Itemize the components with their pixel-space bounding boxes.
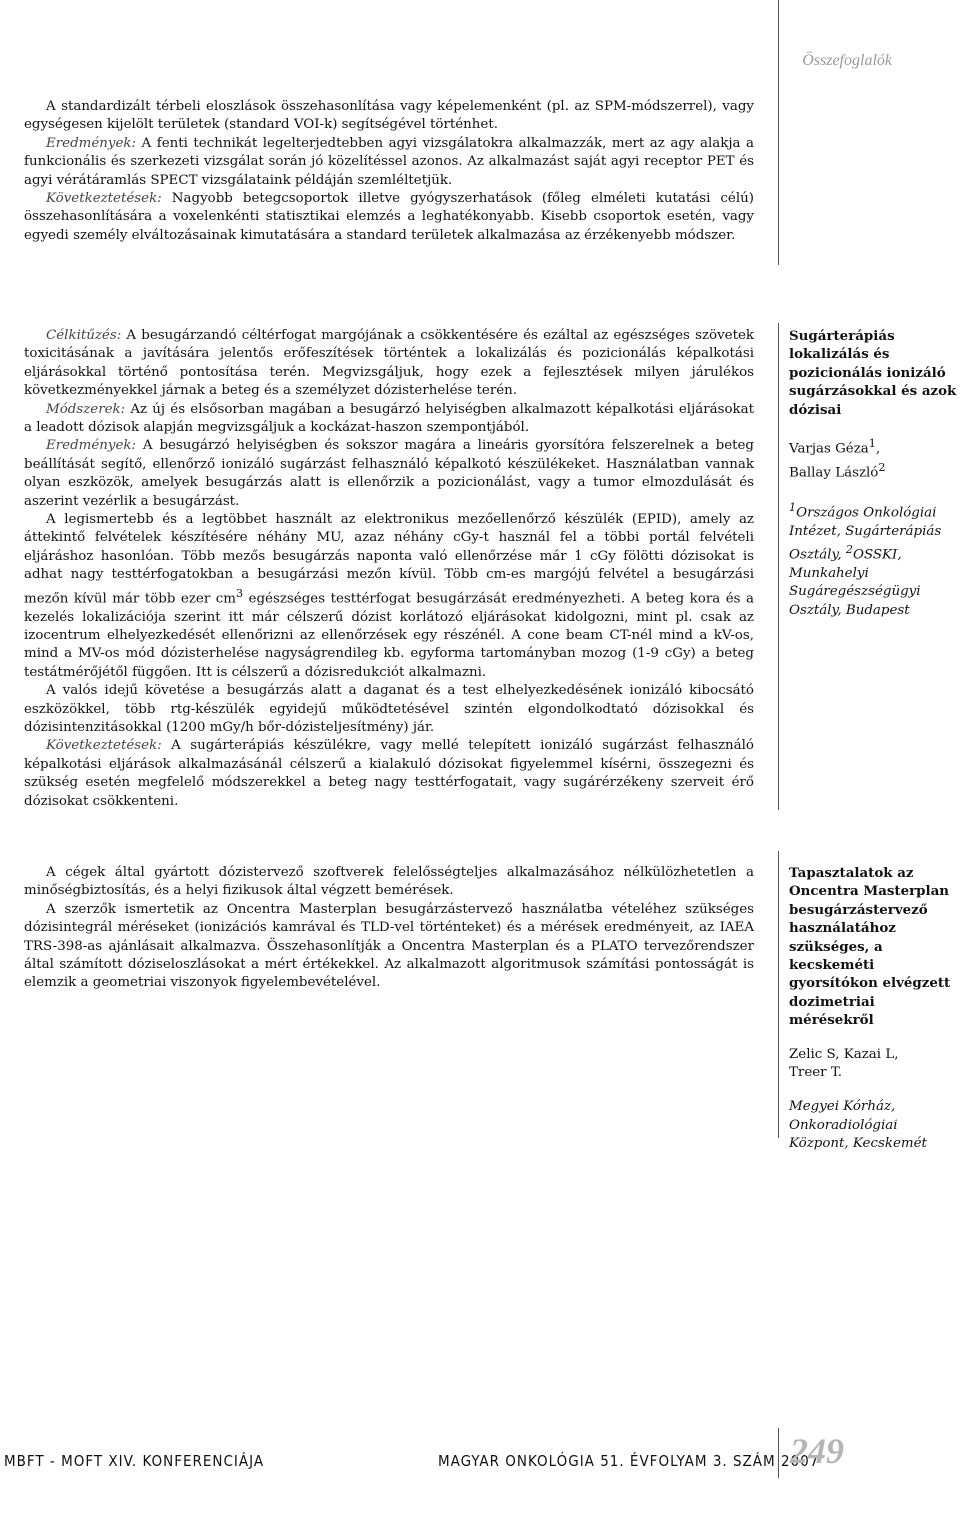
paragraph-text: Nagyobb betegcsoportok illetve gyógyszerhatások (főleg elméleti kutatási célú) összehasonlítására a voxelenkénti statisztikai elemzés a leghatékonyabb. Kisebb csoportok esetén, vagy egyedi személy elváltozásainak kimutatására a standard területek alkalmazása az érzékenyebb módszer. xyxy=(24,191,754,243)
paragraph-text: A besugárzó helyiségben és sokszor magára a lineáris gyorsítóra felszerelnek a beteg beállítását segítő, ellenőrző ionizáló sugárzást felhasználó képalkotó készülékeket. Használatban vannak olyan eszközök, amelyek besugárzás alatt is ellenőrzik a pozicionálást, vagy a tumor elmozdulását és aszerint vezérlik a besugárzást. xyxy=(24,438,754,509)
superscript: 2 xyxy=(845,543,853,557)
paragraph-objective xyxy=(24,327,754,401)
label-results: Eredmények: xyxy=(46,135,137,151)
author-name: Zelic S, Kazai L, xyxy=(789,1046,899,1062)
superscript: 2 xyxy=(878,460,886,474)
paragraph-text: egészséges testtérfogat besugárzását eredményezheti. A beteg kora és a kezelés lokalizációja szerint itt már célszerű dózist korlátozó eljárásokat kidolgozni, mint pl. csak az izocentrum elhelyezkedését ellenőrizni az ellenőrzések egy részénél. A cone beam CT-nél mind a kV-os, mind a MV-os mód dózisterhelése nagyságrendileg kb. egyforma tartományban mozog (1-9 cGy) a beteg testátmérőjétől függően. Itt is célszerű a dózisredukciót alkalmazni. xyxy=(24,591,755,680)
paragraph-conclusions xyxy=(24,190,754,245)
superscript: 1 xyxy=(868,437,876,451)
affiliations xyxy=(789,499,957,620)
superscript: 1 xyxy=(789,500,797,514)
paragraph-methods xyxy=(24,401,754,438)
label-conclusions: Következtetések: xyxy=(46,738,162,754)
label-results: Eredmények: xyxy=(46,438,137,454)
footer-conference: MBFT - MOFT XIV. KONFERENCIÁJA xyxy=(4,1452,265,1470)
paragraph-results xyxy=(24,437,754,511)
paragraph: A standardizált térbeli eloszlások összehasonlítása vagy képelemenként (pl. az SPM-módszerrel), vagy egységesen kijelölt területek (standard VOI-k) segítségével történhet. xyxy=(24,99,754,133)
paragraph-epid xyxy=(24,511,754,682)
sidebar-radiotherapy xyxy=(789,327,957,620)
authors: Varjas Géza$^1$, Ballay László$^2$ xyxy=(789,437,886,481)
label-objective: Célkitűzés: xyxy=(46,328,122,343)
superscript: 3 xyxy=(235,586,244,600)
footer-journal: MAGYAR ONKOLÓGIA 51. ÉVFOLYAM 3. SZÁM 2007 xyxy=(438,1452,820,1470)
author-name: Varjas Géza xyxy=(789,441,869,457)
abstract-continuation xyxy=(24,98,754,245)
affiliation-text: Megyei Kórház, Onkoradiológiai Központ, Kecskemét xyxy=(789,1099,927,1152)
page-number: 249 xyxy=(790,1431,844,1471)
paragraph-text: A legismertebb és a legtöbbet használt az elektronikus mezőellenőrző készülék (EPID), amely az áttekintő felvételek készítésére néhány MU, azaz néhány cGy-t használ fel a többi portál felvételi eljáráshoz hasonlóan. Több mezős besugárzás naponta való ellenőrzése már 1 cGy fölötti dózisokat is adhat nagy testtérfogatokban a besugárzási mezőn kívül. Több cm-es margójú felvétel a besugárzási mezőn kívül már több ezer cm xyxy=(24,512,754,607)
paragraph-text: A besugárzandó céltérfogat margójának a csökkentésére és ezáltal az egészséges szövetek toxicitásának a javítására jelentős erőfeszítések történtek a lokalizálás és pozicionálás képalkotási eljárásokkal történő pontosítása terén. Megvizsgáljuk, hogy ezek a fejlesztések milyen járulékos következményekkel járnak a beteg és a személyzet dózisterhelése terén. xyxy=(24,328,754,399)
paragraph-conclusions xyxy=(24,737,754,811)
author-name: Treer T. xyxy=(789,1065,843,1081)
sidebar-dosimetry xyxy=(789,864,957,1154)
affiliation-text: OSSKI, Munkahelyi Sugáregészségügyi Osztály, Budapest xyxy=(789,547,921,618)
affiliation-text: Országos Onkológiai Intézet, Sugárterápiás Osztály, xyxy=(789,505,942,563)
label-conclusions: Következtetések: xyxy=(46,191,162,207)
paragraph-results xyxy=(24,135,754,190)
paragraph-text: A sugárterápiás készülékre, vagy mellé telepített ionizáló sugárzást felhasználó képalkotási eljárások alkalmazásánál célszerű a kialakuló dózisokat figyelemmel kísérni, összegezni és szükség esetén megfelelő módszerekkel a beteg nagy testtérfogatait, vagy sugárérzékeny szerveit érő dózisokat csökkenteni. xyxy=(24,738,754,809)
column-divider-lower xyxy=(778,851,779,1138)
paragraph-realtime: A valós idejű követése a besugárzás alatt a daganat és a test elhelyezkedésének ionizáló kibocsátó eszközökkel, több rtg-készülék egyidejű működtetésével szintén elgondolkodtató dózisokkal és dózisintenzitásokkal (1200 mGy/h bőr-dózisteljesítmény) jár. xyxy=(24,683,754,735)
abstract-dosimetry xyxy=(24,864,754,993)
paragraph-text: A fenti technikát legelterjedtebben agyi vizsgálatokra alkalmazzák, mert az agy alakja a funkcionális és szerkezeti vizsgálat során jó közelítéssel azonos. Az alkalmazást saját agyi receptor PET és agyi vérátáramlás SPECT vizsgálataink példáján szemléltetjük. xyxy=(24,135,754,188)
column-divider-middle xyxy=(778,323,779,810)
paragraph-text: Az új és elsősorban magában a besugárzó helyiségben alkalmazott képalkotási eljárásokat a leadott dózisok alapján megvizsgáljuk a kockázat-haszon szempontjából. xyxy=(24,401,754,436)
authors xyxy=(789,1046,957,1083)
column-divider-top xyxy=(778,0,779,265)
abstract-radiotherapy xyxy=(24,327,754,811)
paragraph: A cégek által gyártott dózistervező szoftverek felelősségteljes alkalmazásához nélkülözhetetlen a minőségbiztosítás, és a helyi fizikusok által végzett bemérések. xyxy=(24,865,754,899)
section-label: Összefoglalók xyxy=(802,52,892,69)
abstract-title: Sugárterápiás lokalizálás és pozicionálás ionizáló sugárzásokkal és azok dózisai xyxy=(789,328,957,418)
label-methods: Módszerek: xyxy=(46,401,126,417)
author-name: Ballay László xyxy=(789,465,879,481)
abstract-title: Tapasztalatok az Oncentra Masterplan besugárzástervező használatához szükséges, a kecskeméti gyorsítókon elvégzett dozimetriai mérésekről xyxy=(789,865,951,1029)
paragraph: A szerzők ismertetik az Oncentra Masterplan besugárzástervező használatba vételéhez szükséges dózisintegrál méréseket (ionizációs kamrával és TLD-vel történteket) és a mérések eredményeit, az IAEA TRS-398-as ajánlásait alkalmazva. Összehasonlítják a Oncentra Masterplan és a PLATO tervezőrendszer által számított dóziseloszlásokat a mért értékekkel. Az alkalmazott algoritmusok számítási pontosságát is elemzik a geometriai viszonyok figyelembevételével. xyxy=(24,901,754,991)
